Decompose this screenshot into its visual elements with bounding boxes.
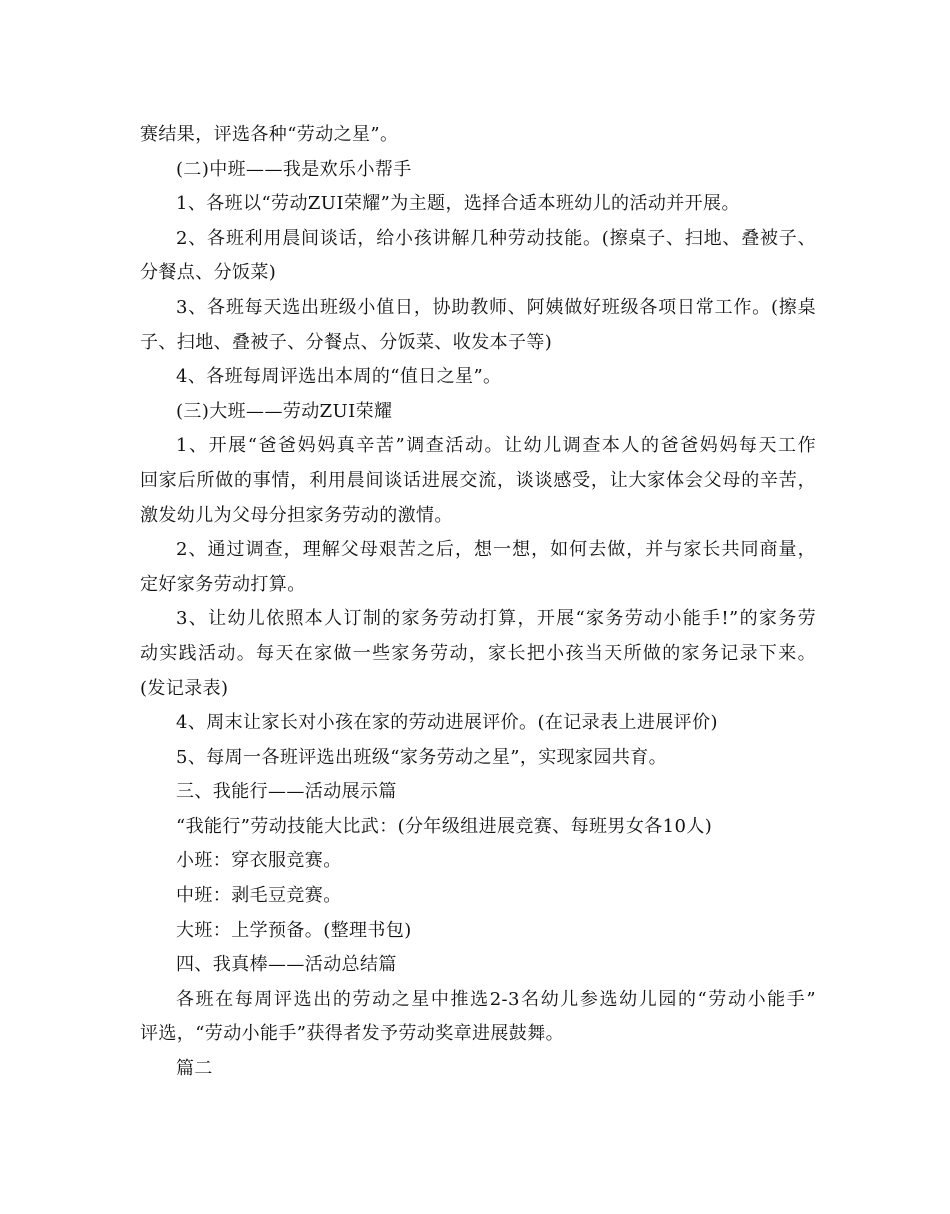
text-line: 分餐点、分饭菜) [140,262,277,284]
text-line: 各班在每周评选出的劳动之星中推选2-3名幼儿参选幼儿园的“劳动小能手” [176,988,816,1010]
text-line: 小班：穿衣服竞赛。 [176,850,342,872]
text-line: 激发幼儿为父母分担家务劳动的激情。 [140,504,453,526]
text-line: (三)大班——劳动ZUI荣耀 [176,400,393,422]
text-line: 1、各班以“劳动ZUI荣耀”为主题，选择合适本班幼儿的活动并开展。 [176,193,740,215]
text-line: 中班：剥毛豆竞赛。 [176,885,342,907]
text-line: “我能行”劳动技能大比武：(分年级组进展竞赛、每班男女各10人) [176,815,713,837]
text-line: 2、各班利用晨间谈话，给小孩讲解几种劳动技能。(擦桌子、扫地、叠被子、 [176,227,816,249]
text-line: 3、让幼儿依照本人订制的家务劳动打算，开展“家务劳动小能手!”的家务劳 [176,608,816,630]
text-line: (二)中班——我是欢乐小帮手 [176,158,412,180]
text-line: 动实践活动。每天在家做一些家务劳动，家长把小孩当天所做的家务记录下来。 [140,642,816,664]
text-line: 回家后所做的事情，利用晨间谈话进展交流，谈谈感受，让大家体会父母的辛苦， [140,469,816,491]
text-line: 2、通过调查，理解父母艰苦之后，想一想，如何去做，并与家长共同商量， [176,539,816,561]
text-line: 四、我真棒——活动总结篇 [176,954,397,976]
text-line: 三、我能行——活动展示篇 [176,781,397,803]
text-line: 5、每周一各班评选出班级“家务劳动之星”，实现家园共育。 [176,746,668,768]
text-line: 1、开展“爸爸妈妈真辛苦”调查活动。让幼儿调查本人的爸爸妈妈每天工作 [176,435,816,457]
text-line: 4、周末让家长对小孩在家的劳动进展评价。(在记录表上进展评价) [176,712,718,734]
text-line: 大班：上学预备。(整理书包) [176,919,412,941]
text-line: 4、各班每周评选出本周的“值日之星”。 [176,366,502,388]
text-line: 定好家务劳动打算。 [140,573,306,595]
text-line: 评选，“劳动小能手”获得者发予劳动奖章进展鼓舞。 [140,1023,565,1045]
text-line: (发记录表) [140,677,229,699]
text-line: 赛结果，评选各种“劳动之星”。 [140,124,399,145]
text-line: 篇二 [176,1058,213,1080]
text-line: 子、扫地、叠被子、分餐点、分饭菜、收发本子等) [140,331,553,353]
text-line: 3、各班每天选出班级小值日，协助教师、阿姨做好班级各项日常工作。(擦桌 [176,296,816,318]
document-body [140,118,816,1087]
